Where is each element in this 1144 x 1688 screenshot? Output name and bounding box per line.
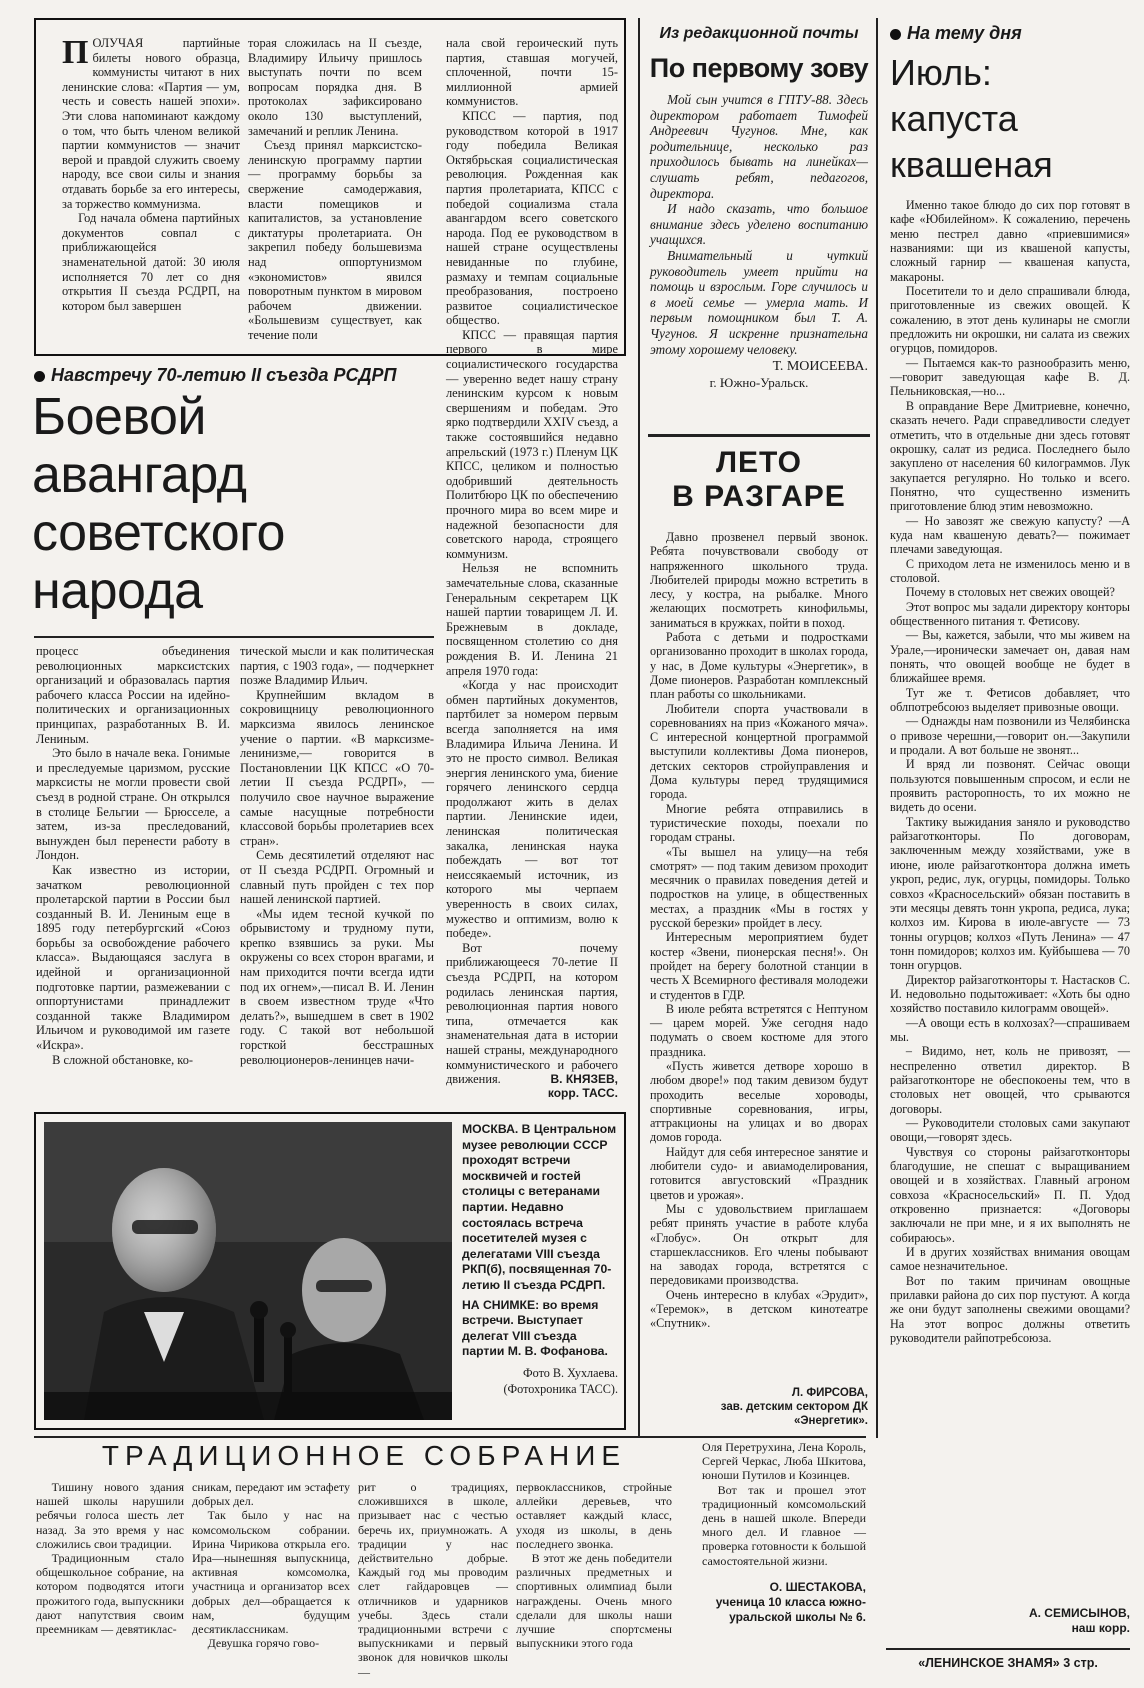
- cabbage-paragraph: И в других хозяйствах внимания овощам самое незначительное.: [890, 1245, 1130, 1274]
- summer-signature-block: [650, 1386, 868, 1427]
- summer-paragraph: Мы с удовольствием приглашаем ребят принять участие в работе клуба «Глобус». Он открыт для старшеклассников. Его члены побывают на заводах города, встретятся с передовиками производства.: [650, 1201, 868, 1288]
- tradition-paragraph: Оля Перетрухина, Лена Король, Сергей Черкас, Люба Шкитова, юноши Путилов и Козинцев.: [702, 1440, 866, 1483]
- main-kicker: [34, 364, 434, 388]
- main-rule: [34, 636, 434, 638]
- summer-headline-line: ЛЕТО: [716, 446, 802, 479]
- main-paragraph: Нельзя не вспомнить замечательные слова, сказанные Генеральным секретарем ЦК нашей партии товарищем Л. И. Брежневым в докладе, посвященном столетию со дня рождения В. И. Ленина 21 апреля 1970 года:: [446, 561, 618, 678]
- summer-paragraph: «Пусть живется детворе хорошо в любом дворе!» под таким девизом будут проходить веселые хороводы, спортивные соревнования, игры, аттракционы на улицах и во дворах домов города.: [650, 1058, 868, 1145]
- summer-paragraph: Очень интересно в клубах «Эрудит», «Теремок», в детском кинотеатре «Спутник».: [650, 1287, 868, 1331]
- cabbage-headline: [890, 50, 1130, 190]
- summer-paragraph: Давно прозвенел первый звонок. Ребята почувствовали свободу от напряженного школьного труда. Любителей природы можно встретить в лесу, у костра, на рыбалке. Много желающих посмотреть кинофильмы, заниматься в кружках, пойти в поход.: [650, 530, 868, 630]
- main-signature-role: корр. ТАСС.: [547, 1086, 618, 1100]
- bullet-icon: [34, 371, 45, 382]
- letter-paragraph: И надо сказать, что большое внимание здесь уделено воспитанию учащихся.: [650, 201, 868, 248]
- main-headline: [32, 388, 442, 628]
- summer-headline: [648, 446, 870, 526]
- cabbage-paragraph: — Однажды нам позвонили из Челябинска о привозе черешни,—говорит он.—Закупили и продали. А вот больше не звонят...: [890, 714, 1130, 758]
- cabbage-signature-block: [890, 1606, 1130, 1640]
- main-paragraph: Семь десятилетий отделяют нас от II съезда РСДРП. Огромный и славный путь пройден с тех пор нашей ленинской партией.: [240, 848, 434, 907]
- cabbage-paragraph: Вот по таким причинам овощные прилавки района до сих пор пустуют. А когда же они будут заполнены свежими овощами? На этот вопрос должны ответить руководители райпотребсоюза.: [890, 1273, 1130, 1346]
- cabbage-paragraph: С приходом лета не изменилось меню и в столовой.: [890, 556, 1130, 585]
- tradition-signature-block: [702, 1580, 866, 1650]
- cabbage-paragraph: — Вы, кажется, забыли, что мы живем на Урале,—иронически замечает он, давая нам понять, что овощей вообще не будет в ближайшее время.: [890, 628, 1130, 686]
- main-headline-line: авангард: [32, 446, 247, 504]
- letter-paragraph: Внимательный и чуткий руководитель умеет прийти на помощь и взрослым. Горе случилось и в моей семье — умерла мать. И первым помощником был Т. А. Чугунов. Я искренне признательна этому хорошему человеку.: [650, 247, 868, 357]
- meeting-photo-image: [44, 1122, 452, 1420]
- cabbage-paragraph: Посетители то и дело спрашивали блюда, приготовленные из свежих овощей. К сожалению, в этот день кулинары не смогли предложить ни окрошки, ни салата из свежих огурцов, помидоров.: [890, 284, 1130, 356]
- tradition-paragraph: Девушка горячо гово-: [207, 1636, 320, 1651]
- cabbage-paragraph: —А овощи есть в колхозах?—спрашиваем мы.: [890, 1015, 1130, 1044]
- cabbage-rubric: [890, 22, 1130, 46]
- letter-headline: По первому зову: [649, 53, 869, 83]
- intro-paragraph: Год начала обмена партийных документов совпал с приближающейся знаменательной датой: 30 июля исполняется 70 лет со дня открытия II съезда РСДРП, на котором был завершен: [62, 211, 240, 313]
- cabbage-paragraph: Тут же т. Фетисов добавляет, что облпотребсоюз выделяет привозные овощи.: [890, 685, 1130, 715]
- bullet-icon: [890, 29, 901, 40]
- tradition-paragraph: рит о традициях, сложившихся в школе, призывает нас с честью беречь их, приумножать. А традиции у нас действительно добрые. Каждый год мы проводим слет гайдаровцев — отличников и ударников учебы. Здесь стали традиционными встречи с выпускниками и первый звонок для новичков школы —: [358, 1480, 508, 1679]
- cabbage-paragraph: Тактику выжидания заняло и руководство райзаготконторы. По договорам, заключенным между хозяйствами, уже в июне, июле райзаготконтора должна иметь укроп, редис, лук, огурцы, помидоры. Только совхоз «Красносельский» обязан поставить в эти месяцы девять тонн укропа, редиса, лука; колхоз им. Кирова в июле-августе — 73 тонны огурцов; колхоз «Путь Ленина» — 47 тонн помидоров; колхоз им. Куйбышева — 70 тонн огурцов.: [890, 814, 1130, 973]
- summer-paragraph: Многие ребята отправились в туристические походы, поехали по городам страны.: [650, 801, 868, 845]
- intro-paragraph: торая сложилась на II съезде, Владимиру Ильичу пришлось выступать почти по всем вопросам порядка дня. В протоколах зафиксировано около 130 выступлений, замечаний и реплик Ленина.: [248, 36, 422, 138]
- main-paragraph: процесс объединения революционных марксистских организаций и образовалась партия рабочего класса России на идейно-политических и организационных принципах, разработанных В. И. Лениным.: [36, 644, 230, 746]
- summer-signature-role: зав. детским сектором ДК «Энергетик».: [720, 1401, 868, 1427]
- cabbage-signature: А. СЕМИСЫНОВ,: [1028, 1606, 1130, 1620]
- main-column-a: [36, 644, 230, 1100]
- main-headline-line: Боевой: [32, 388, 206, 446]
- photo-caption-text: НА СНИМКЕ: во время встречи. Выступает делегат VIII съезда партии М. В. Фофанова.: [462, 1297, 608, 1359]
- tradition-signature-role: ученица 10 класса южно-уральской школы № 6.: [715, 1595, 866, 1624]
- tradition-column-2: [192, 1480, 350, 1664]
- summer-paragraph: Любители спорта участвовали в соревнованиях на приз «Кожаного мяча». С интересной концертной программой выступили коллективы Дома пионеров, детских секторов стройуправления и Дома культуры перед трудящимися города.: [650, 701, 868, 802]
- photo-caption-main: МОСКВА. В Центральном музее революции СССР проходят встречи москвичей и гостей столицы с ветеранами партии. Недавно состоялась встреча посетителей музея с делегатами VIII съезда РКП(б), посвященная 70-летию II съезда РСДРП.: [462, 1122, 617, 1292]
- main-paragraph: Это было в начале века. Гонимые и преследуемые царизмом, русские марксисты не могли провести свой съезд в родной стране. Он открылся в столице Бельгии — Брюсселе, а затем, из-за преследований, вынужден был перенести работу в Лондон.: [36, 746, 230, 863]
- letter-paragraph: Мой сын учится в ГПТУ-88. Здесь директором работает Тимофей Андреевич Чугунов. Мне, как родительнице, несколько раз приходилось бывать на линейках—слушать ребят, педагогов, директора.: [650, 92, 868, 201]
- photo-credit: Фото В. Хухлаева.: [523, 1365, 618, 1380]
- letter-signature: Т. МОИСЕЕВА.: [772, 359, 868, 375]
- main-signature-block: [446, 1072, 618, 1102]
- letter-city: г. Южно-Уральск.: [709, 374, 809, 390]
- tradition-headline: ТРАДИЦИОННОЕ СОБРАНИЕ: [101, 1440, 627, 1471]
- main-paragraph: Как известно из истории, зачатком революционной пролетарской партии в России был созданный В. И. Лениным еще в 1895 году петербургский «Союз борьбы за освобождение рабочего класса». Выдающаяся заслуга в идейной и организационной подготовке партии, размежевании с оппортунистами принадлежит созданной также Владимиром Ильичом и руководимой им газете «Искра».: [36, 862, 230, 1053]
- tradition-column-5: [702, 1440, 866, 1578]
- tradition-column-3: [358, 1480, 508, 1679]
- column-rule: [876, 18, 878, 1438]
- main-paragraph: В сложной обстановке, ко-: [52, 1052, 194, 1067]
- cabbage-paragraph: — Но завозят же свежую капусту? —А куда нам квашеную девать?— пожимает плечами заведующая.: [890, 513, 1130, 557]
- cabbage-rubric-text: На тему дня: [907, 23, 1022, 43]
- cabbage-paragraph: Этот вопрос мы задали директору конторы общественного питания т. Фетисову.: [890, 599, 1130, 628]
- main-signature: В. КНЯЗЕВ,: [550, 1072, 618, 1086]
- main-headline-line: народа: [32, 562, 203, 620]
- footer-rule: [886, 1648, 1130, 1650]
- cabbage-body: [890, 198, 1130, 1602]
- column-rule: [638, 18, 640, 1438]
- main-column-b: [240, 644, 434, 1100]
- tradition-paragraph: Традиционным стало общешкольное собрание, на котором подводятся итоги прожитого года, выпускники дают напутствия своим преемникам — девятиклас-: [36, 1551, 184, 1637]
- cabbage-paragraph: Именно такое блюдо до сих пор готовят в кафе «Юбилейном». К сожалению, перечень меню пестрел давно «приевшимися» названиями: щи из квашеной капусты, сложный гарнир — квашеная капуста, макароны.: [890, 198, 1130, 284]
- cabbage-paragraph: В оправдание Вере Дмитриевне, конечно, сказать нечего. Ради справедливости следует отметить, что в отдельные дни здесь готовят окрошку, салат из редиса. Последнего было закуплено от населения 60 килограммов. Лук закупается регулярно. Но только и всего. Понятно, что существенно изменить приготовление блюд этим невозможно.: [890, 398, 1130, 514]
- main-paragraph: тической мысли и как политическая партия, с 1903 года», — подчеркнет позже Владимир Ильич.: [240, 644, 434, 688]
- cabbage-paragraph: Директор райзаготконторы т. Настасков С. И. недовольно подытоживает: «Хоть бы одно хозяйство поставило килограмм овощей».: [890, 972, 1130, 1016]
- tradition-column-4: [516, 1480, 672, 1664]
- summer-paragraph: Найдут для себя интересное занятие и любители судо- и авиамоделирования, готовится августовский «Праздник цветов и урожая».: [650, 1144, 868, 1202]
- cabbage-paragraph: Чувствуя со стороны райзаготконторы благодушие, не спешат с выращиванием овощей и в хозяйствах. Главный агроном совхоза «Красносельский» П. П. Удод откровенно признается: «Договоры заключали не при мне, и я их выполнять не собираюсь».: [890, 1144, 1130, 1245]
- summer-paragraph: Работа с детьми и подростками организованно проходит в школах города, у нас, в Доме культуры «Энергетик», в Доме пионеров. Разработан комплексный план работы со школьниками.: [650, 630, 868, 702]
- tradition-paragraph: первоклассников, стройные аллейки деревьев, что оставляет каждый класс, уходя из школы, в день последнего звонка.: [516, 1480, 672, 1551]
- meeting-photo: [44, 1122, 452, 1420]
- main-headline-line: советского: [32, 504, 285, 562]
- intro-column-1: [62, 36, 240, 350]
- footer: [886, 1654, 1130, 1676]
- tradition-paragraph: сникам, передают им эстафету добрых дел.: [192, 1480, 350, 1509]
- cabbage-headline-line: квашеная: [890, 144, 1053, 185]
- main-paragraph: Вот почему приближающееся 70-летие II съезда РСДРП, на котором родилась ленинская партия, революционная партия нового типа, отмечается как знаменательная дата в истории нашей страны, международного коммунистического и рабочего движения.: [446, 940, 618, 1087]
- main-paragraph: «Когда у нас происходит обмен партийных документов, партбилет за номером первым всегда заполняется на имя Владимира Ильича Ленина. И это не просто символ. Великая энергия ленинского ума, биение горячего ленинского сердца продолжают жить в делах партии. Ленинские идеи, ленинская политическая закалка, ленинская наука побеждать — вот тот неиссякаемый источник, из которого мы черпаем уверенность в своих силах, мужество и оптимизм, волю к победе».: [446, 678, 618, 941]
- cabbage-paragraph: — Пытаемся как-то разнообразить меню,—говорит заведующая кафе В. Д. Пельниковская,—но...: [890, 355, 1130, 399]
- summer-paragraph: Интересным мероприятием будет костер «Звени, пионерская песня!». Он пройдет на берегу болотной станции в честь X Всемирного фестиваля молодежи и студентов в ГДР.: [650, 930, 868, 1002]
- tradition-top-rule: [34, 1436, 866, 1438]
- summer-body: [650, 530, 868, 1384]
- cabbage-paragraph: – Видимо, нет, коль не привозят, — неспреленно ответил директор. В райзаготконторе не обеспокоены тем, что в столовых нет овощей, что срываются договоры.: [890, 1044, 1130, 1116]
- intro-paragraph: Съезд принял марксистско-ленинскую программу партии — программу борьбы за свержение самодержавия, власти помещиков и капиталистов, за установление диктатуры пролетариата. Он закрепил победу большевизма над оппортунизмом «экономистов» явился поворотным пунктом в мировом рабочем движении. «Большевизм существует, как течение поли: [248, 138, 422, 342]
- footer-newspaper: «ЛЕНИНСКОЕ ЗНАМЯ»: [918, 1656, 1060, 1670]
- photo-credit-agency: (Фотохроника ТАСС).: [503, 1381, 618, 1396]
- main-paragraph: нала свой героический путь партия, ставшая могучей, сплоченной, почти 15-миллионной армией коммунистов.: [446, 36, 618, 109]
- cabbage-headline-line: капуста: [890, 98, 1018, 139]
- summer-paragraph: В июле ребята встретятся с Нептуном — царем морей. Уже сегодня надо подумать о своем костюме для этого праздника.: [650, 1001, 868, 1059]
- tradition-paragraph: Тишину нового здания нашей школы нарушили ребячьи голоса шесть лет назад. За это время у нас сложились свои традиции.: [36, 1480, 184, 1551]
- main-paragraph: КПСС — партия, под руководством которой в 1917 году победила Великая Октябрьская социалистическая революция. Рожденная как партия пролетариата, КПСС с победой социализма стала авангардом всего советского народа. Под ее руководством в нашей стране осуществлены невиданные по глубине, размаху и темпам социальные преобразования, построено развитое социалистическое общество.: [446, 108, 618, 328]
- intro-dropcap: П: [62, 34, 89, 71]
- tradition-signature: О. ШЕСТАКОВА,: [769, 1580, 866, 1594]
- intro-column-2: [248, 36, 422, 350]
- main-paragraph: «Мы идем тесной кучкой по обрывистому и трудному пути, крепко взявшись за руки. Мы окружены со всех сторон врагами, и нам приходится почти всегда идти под их огнем»,—писал В. И. Ленин в своем известном труде «Что делать?», вышедшем в свет в 1902 году. С такой вот небольшой горсткой бесстрашных революционеров-ленинцев начи-: [240, 906, 434, 1067]
- cabbage-signature-role: наш корр.: [1071, 1621, 1130, 1635]
- letter-rule: [648, 434, 870, 437]
- intro-paragraph: ОЛУЧАЯ партийные билеты нового образца, коммунисты читают в них ленинские слова: «Партия — ум, честь и совесть нашей эпохи». Эти слова напоминают каждому о том, что быть членом великой партии коммунистов — значит верой и правдой служить своему народу, все свои силы и знания отдавать борьбе за его интересы, за торжество коммунизма.: [62, 36, 240, 211]
- footer-page: 3 стр.: [1063, 1656, 1098, 1670]
- tradition-column-1: [36, 1480, 184, 1664]
- cabbage-paragraph: — Руководители столовых сами закупают овощи,—говорят здесь.: [890, 1116, 1130, 1145]
- letter-rubric: Из редакционной почты: [659, 25, 859, 42]
- main-paragraph: КПСС — правящая партия первого в мире социалистического государства — уверенно ведет нашу страну ленинским курсом к новым свершениям и победам. Это ярко подтвердили XXIV съезд, а также состоявшийся недавно апрельский (1973 г.) Пленум ЦК КПСС, целиком и полностью одобривший деятельность Политбюро ЦК по обеспечению прочного мира во всем мире и надежной безопасности для советского народа, строящего коммунизм.: [446, 327, 618, 561]
- cabbage-headline-line: Июль:: [890, 52, 992, 93]
- main-paragraph: Крупнейшим вкладом в сокровищницу революционного марксизма явилось ленинское учение о партии. «В марксизме-ленинизме,— говорится в Постановлении ЦК КПСС «О 70-летии II съезда РСДРП», — получило свое научное выражение самые насущные потребности классовой борьбы пролетариев всех стран».: [240, 687, 434, 848]
- tradition-paragraph: В этот же день победители различных предметных и спортивных олимпиад были награждены. Очень много сделали для школы наши лучшие спортсмены выпускники этого года: [516, 1551, 672, 1651]
- main-kicker-text: Навстречу 70-летию II съезда РСДРП: [51, 365, 397, 385]
- summer-headline-line: В РАЗГАРЕ: [672, 480, 846, 513]
- tradition-paragraph: Вот так и прошел этот традиционный комсомольский день в нашей школе. Впереди много дел. И главное — проверка готовности к большой самостоятельной жизни.: [702, 1482, 866, 1568]
- summer-paragraph: «Ты вышел на улицу—на тебя смотрят» — под таким девизом проходит месячник о правилах поведения детей и подростков на улице, в общественных местах, а праздник «Мы в гостях у русской березки» пройдет в лесу.: [650, 844, 868, 931]
- tradition-paragraph: Так было у нас на комсомольском собрании. Ирина Чирикова открыла его. Ира—нынешняя выпускница, активная комсомолка, участница и организатор всех добрых дел—обращается к нам, будущим десятиклассникам.: [192, 1508, 350, 1637]
- photo-caption: [462, 1122, 618, 1418]
- cabbage-paragraph: И вряд ли позвонят. Сейчас овощи пользуются повышенным спросом, и если не проявить расторопность, то их можно не видеть до осени.: [890, 757, 1130, 815]
- letter-body: [650, 92, 868, 392]
- summer-signature: Л. ФИРСОВА,: [791, 1387, 868, 1399]
- cabbage-paragraph: Почему в столовых нет свежих овощей?: [905, 585, 1115, 600]
